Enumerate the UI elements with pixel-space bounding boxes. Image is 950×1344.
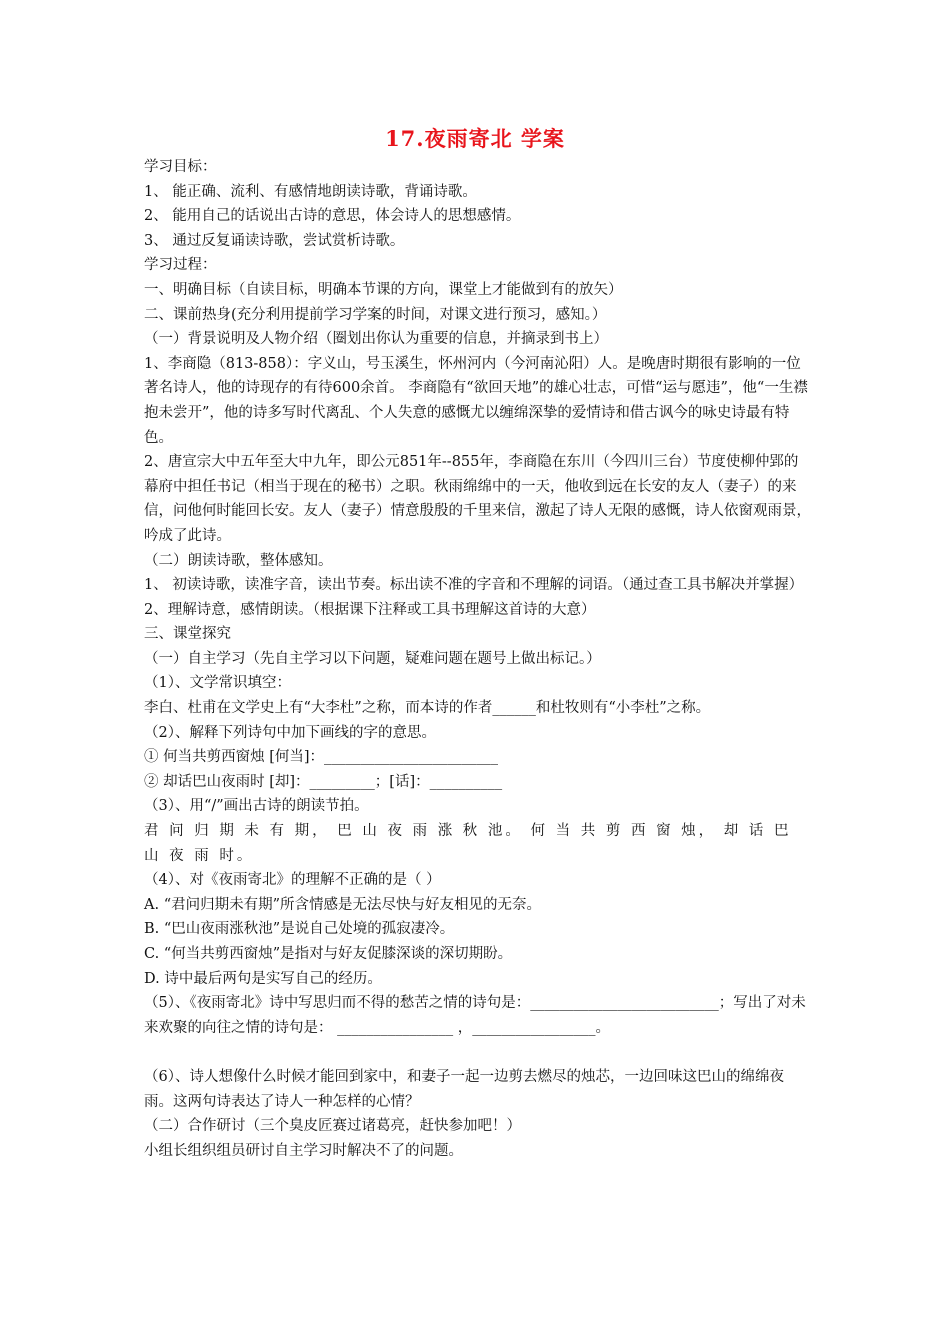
- section-heading-goals: 学习目标：: [144, 159, 217, 175]
- option-b: B. “巴山夜雨涨秋池”是说自己处境的孤寂凄冷。: [144, 921, 455, 938]
- reading-item-2: 2、理解诗意，感情朗读。（根据课下注释或工具书理解这首诗的大意）: [144, 601, 596, 618]
- question-3-heading: （3）、用“/”画出古诗的朗读节拍。: [144, 798, 369, 815]
- subsection-reading: （二）朗读诗歌，整体感知。: [144, 552, 333, 569]
- subsection-cooperation: （二）合作研讨（三个臭皮匠赛过诸葛亮，赶快参加吧！）: [144, 1118, 521, 1135]
- step-3: 三、课堂探究: [144, 626, 231, 643]
- background-paragraph-2: 2、唐宣宗大中五年至大中九年，即公元851年--855年，李商隐在东川（今四川三台）节度使柳仲郢的幕府中担任书记（相当于现在的秘书）之职。秋雨绵绵中的一天，他收到远在长安的友人（妻子）的来信，问他何时能回长安。友人（妻子）情意殷殷的千里来信，激起了诗人无限的感慨，诗人依窗观雨景，吟成了此诗。: [144, 454, 811, 544]
- question-6: （6）、诗人想像什么时候才能回到家中，和妻子一起一边剪去燃尽的烛芯，一边回味这巴山的绵绵夜雨。这两句诗表达了诗人一种怎样的心情？: [144, 1068, 784, 1110]
- step-2: 二、课前热身(充分利用提前学习学案的时间，对课文进行预习，感知。）: [144, 306, 607, 323]
- section-heading-process: 学习过程：: [144, 257, 217, 274]
- page-title: 17.夜雨寄北 学案: [385, 126, 565, 151]
- question-1-heading: （1）、文学常识填空：: [144, 675, 291, 692]
- spacer: [144, 1040, 812, 1065]
- question-1-body: 李白、杜甫在文学史上有“大李杜”之称，而本诗的作者______和杜牧则有“小李杜”之称。: [144, 700, 711, 717]
- poem-text: 君 问 归 期 未 有 期， 巴 山 夜 雨 涨 秋 池。 何 当 共 剪 西 窗 烛， 却 话 巴 山 夜 雨 时。: [144, 823, 792, 864]
- question-4-heading: （4）、对《夜雨寄北》的理解不正确的是（ ）: [144, 872, 441, 889]
- reading-item-1: 1、 初读诗歌，读准字音，读出节奏。标出读不准的字音和不理解的词语。（通过查工具书解决并掌握）: [144, 577, 804, 594]
- question-5: （5）、《夜雨寄北》诗中写思归而不得的愁苦之情的诗句是：__________________________；写出了对未来欢聚的向往之情的诗句是： ________________ ，_________________。: [144, 995, 806, 1036]
- cooperation-instruction: 小组长组织组员研讨自主学习时解决不了的问题。: [144, 1142, 463, 1159]
- document-body: [144, 155, 812, 1163]
- subsection-self-study: （一）自主学习（先自主学习以下问题，疑难问题在题号上做出标记。）: [144, 650, 601, 667]
- subsection-background: （一）背景说明及人物介绍（圈划出你认为重要的信息，并摘录到书上）: [144, 331, 608, 348]
- question-2-heading: （2）、解释下列诗句中加下画线的字的意思。: [144, 724, 436, 741]
- background-paragraph-1: 1、李商隐（813-858）：字义山，号玉溪生，怀州河内（今河南沁阳）人。是晚唐时期很有影响的一位著名诗人，他的诗现存的有待600余首。 李商隐有“欲回天地”的雄心壮志，可惜“运与愿违”，他“一生襟抱未尝开”，他的诗多写时代离乱、个人失意的感慨尤以缠绵深挚的爱情诗和借古讽今的咏史诗最有特色。: [144, 355, 808, 446]
- goal-item-2: 2、 能用自己的话说出古诗的意思，体会诗人的思想感情。: [144, 208, 521, 225]
- option-a: A. “君问归期未有期”所含情感是无法尽快与好友相见的无奈。: [144, 896, 542, 913]
- question-2-item-2: ② 却话巴山夜雨时 [却]：_________；[话]：__________: [144, 773, 503, 790]
- option-d: D. 诗中最后两句是实写自己的经历。: [144, 970, 382, 987]
- goal-item-1: 1、 能正确、流利、有感情地朗读诗歌，背诵诗歌。: [144, 183, 477, 200]
- option-c: C. “何当共剪西窗烛”是指对与好友促膝深谈的深切期盼。: [144, 946, 513, 962]
- step-1: 一、明确目标（自读目标，明确本节课的方向，课堂上才能做到有的放矢）: [144, 281, 623, 298]
- goal-item-3: 3、 通过反复诵读诗歌，尝试赏析诗歌。: [144, 232, 405, 249]
- question-2-item-1: ① 何当共剪西窗烛 [何当]：________________________: [144, 749, 499, 766]
